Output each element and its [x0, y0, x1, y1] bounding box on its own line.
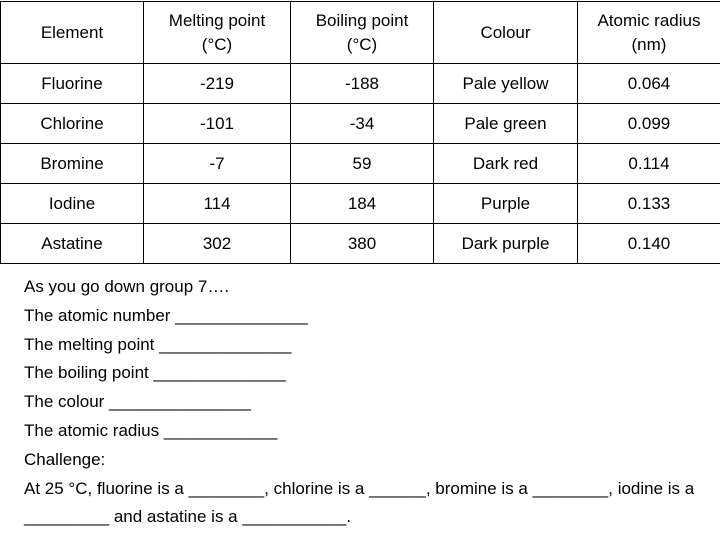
header-melting-point-unit: (°C)	[201, 34, 233, 54]
cell-melting-point: 114	[144, 184, 291, 224]
header-melting-point-label: Melting point	[168, 10, 266, 30]
cell-element: Bromine	[1, 144, 144, 184]
cell-element: Chlorine	[1, 104, 144, 144]
header-boiling-point-label: Boiling point	[315, 10, 409, 30]
cell-colour: Dark red	[434, 144, 578, 184]
worksheet-questions	[24, 273, 714, 531]
cell-boiling-point: -188	[291, 64, 434, 104]
cell-boiling-point: -34	[291, 104, 434, 144]
header-boiling-point-unit: (°C)	[346, 34, 378, 54]
question-atomic-number: The atomic number ______________	[24, 305, 308, 325]
cell-atomic-radius: 0.099	[578, 104, 720, 144]
cell-colour: Purple	[434, 184, 578, 224]
cell-boiling-point: 59	[291, 144, 434, 184]
header-atomic-radius-unit: (nm)	[631, 34, 667, 54]
table-row	[1, 104, 720, 144]
cell-atomic-radius: 0.064	[578, 64, 720, 104]
table-row	[1, 64, 720, 104]
cell-boiling-point: 380	[291, 224, 434, 264]
cell-element: Fluorine	[1, 64, 144, 104]
question-colour: The colour _______________	[24, 392, 251, 412]
question-atomic-radius: The atomic radius ____________	[24, 420, 278, 440]
header-boiling-point	[291, 2, 434, 64]
cell-melting-point: -219	[144, 64, 291, 104]
question-melting-point: The melting point ______________	[24, 334, 292, 354]
challenge-question: At 25 °C, fluorine is a ________, chlorine is a ______, bromine is a ________, iodine is a _________ and astatine is a ___________.	[24, 478, 695, 526]
table-row	[1, 184, 720, 224]
table-header-row	[1, 2, 720, 64]
header-atomic-radius	[578, 2, 720, 64]
table-row	[1, 144, 720, 184]
cell-atomic-radius: 0.140	[578, 224, 720, 264]
question-boiling-point: The boiling point ______________	[24, 363, 286, 383]
cell-melting-point: 302	[144, 224, 291, 264]
cell-atomic-radius: 0.114	[578, 144, 720, 184]
table-row	[1, 224, 720, 264]
cell-melting-point: -101	[144, 104, 291, 144]
cell-colour: Pale green	[434, 104, 578, 144]
cell-melting-point: -7	[144, 144, 291, 184]
cell-element: Iodine	[1, 184, 144, 224]
intro-text: As you go down group 7….	[24, 277, 230, 296]
header-element	[1, 2, 144, 64]
header-colour-label: Colour	[480, 22, 531, 42]
cell-atomic-radius: 0.133	[578, 184, 720, 224]
group7-properties-table	[0, 1, 720, 264]
cell-colour: Pale yellow	[434, 64, 578, 104]
header-element-label: Element	[40, 22, 104, 42]
challenge-label: Challenge:	[24, 449, 106, 469]
header-melting-point	[144, 2, 291, 64]
cell-boiling-point: 184	[291, 184, 434, 224]
cell-colour: Dark purple	[434, 224, 578, 264]
cell-element: Astatine	[1, 224, 144, 264]
header-colour	[434, 2, 578, 64]
header-atomic-radius-label: Atomic radius	[597, 10, 701, 30]
